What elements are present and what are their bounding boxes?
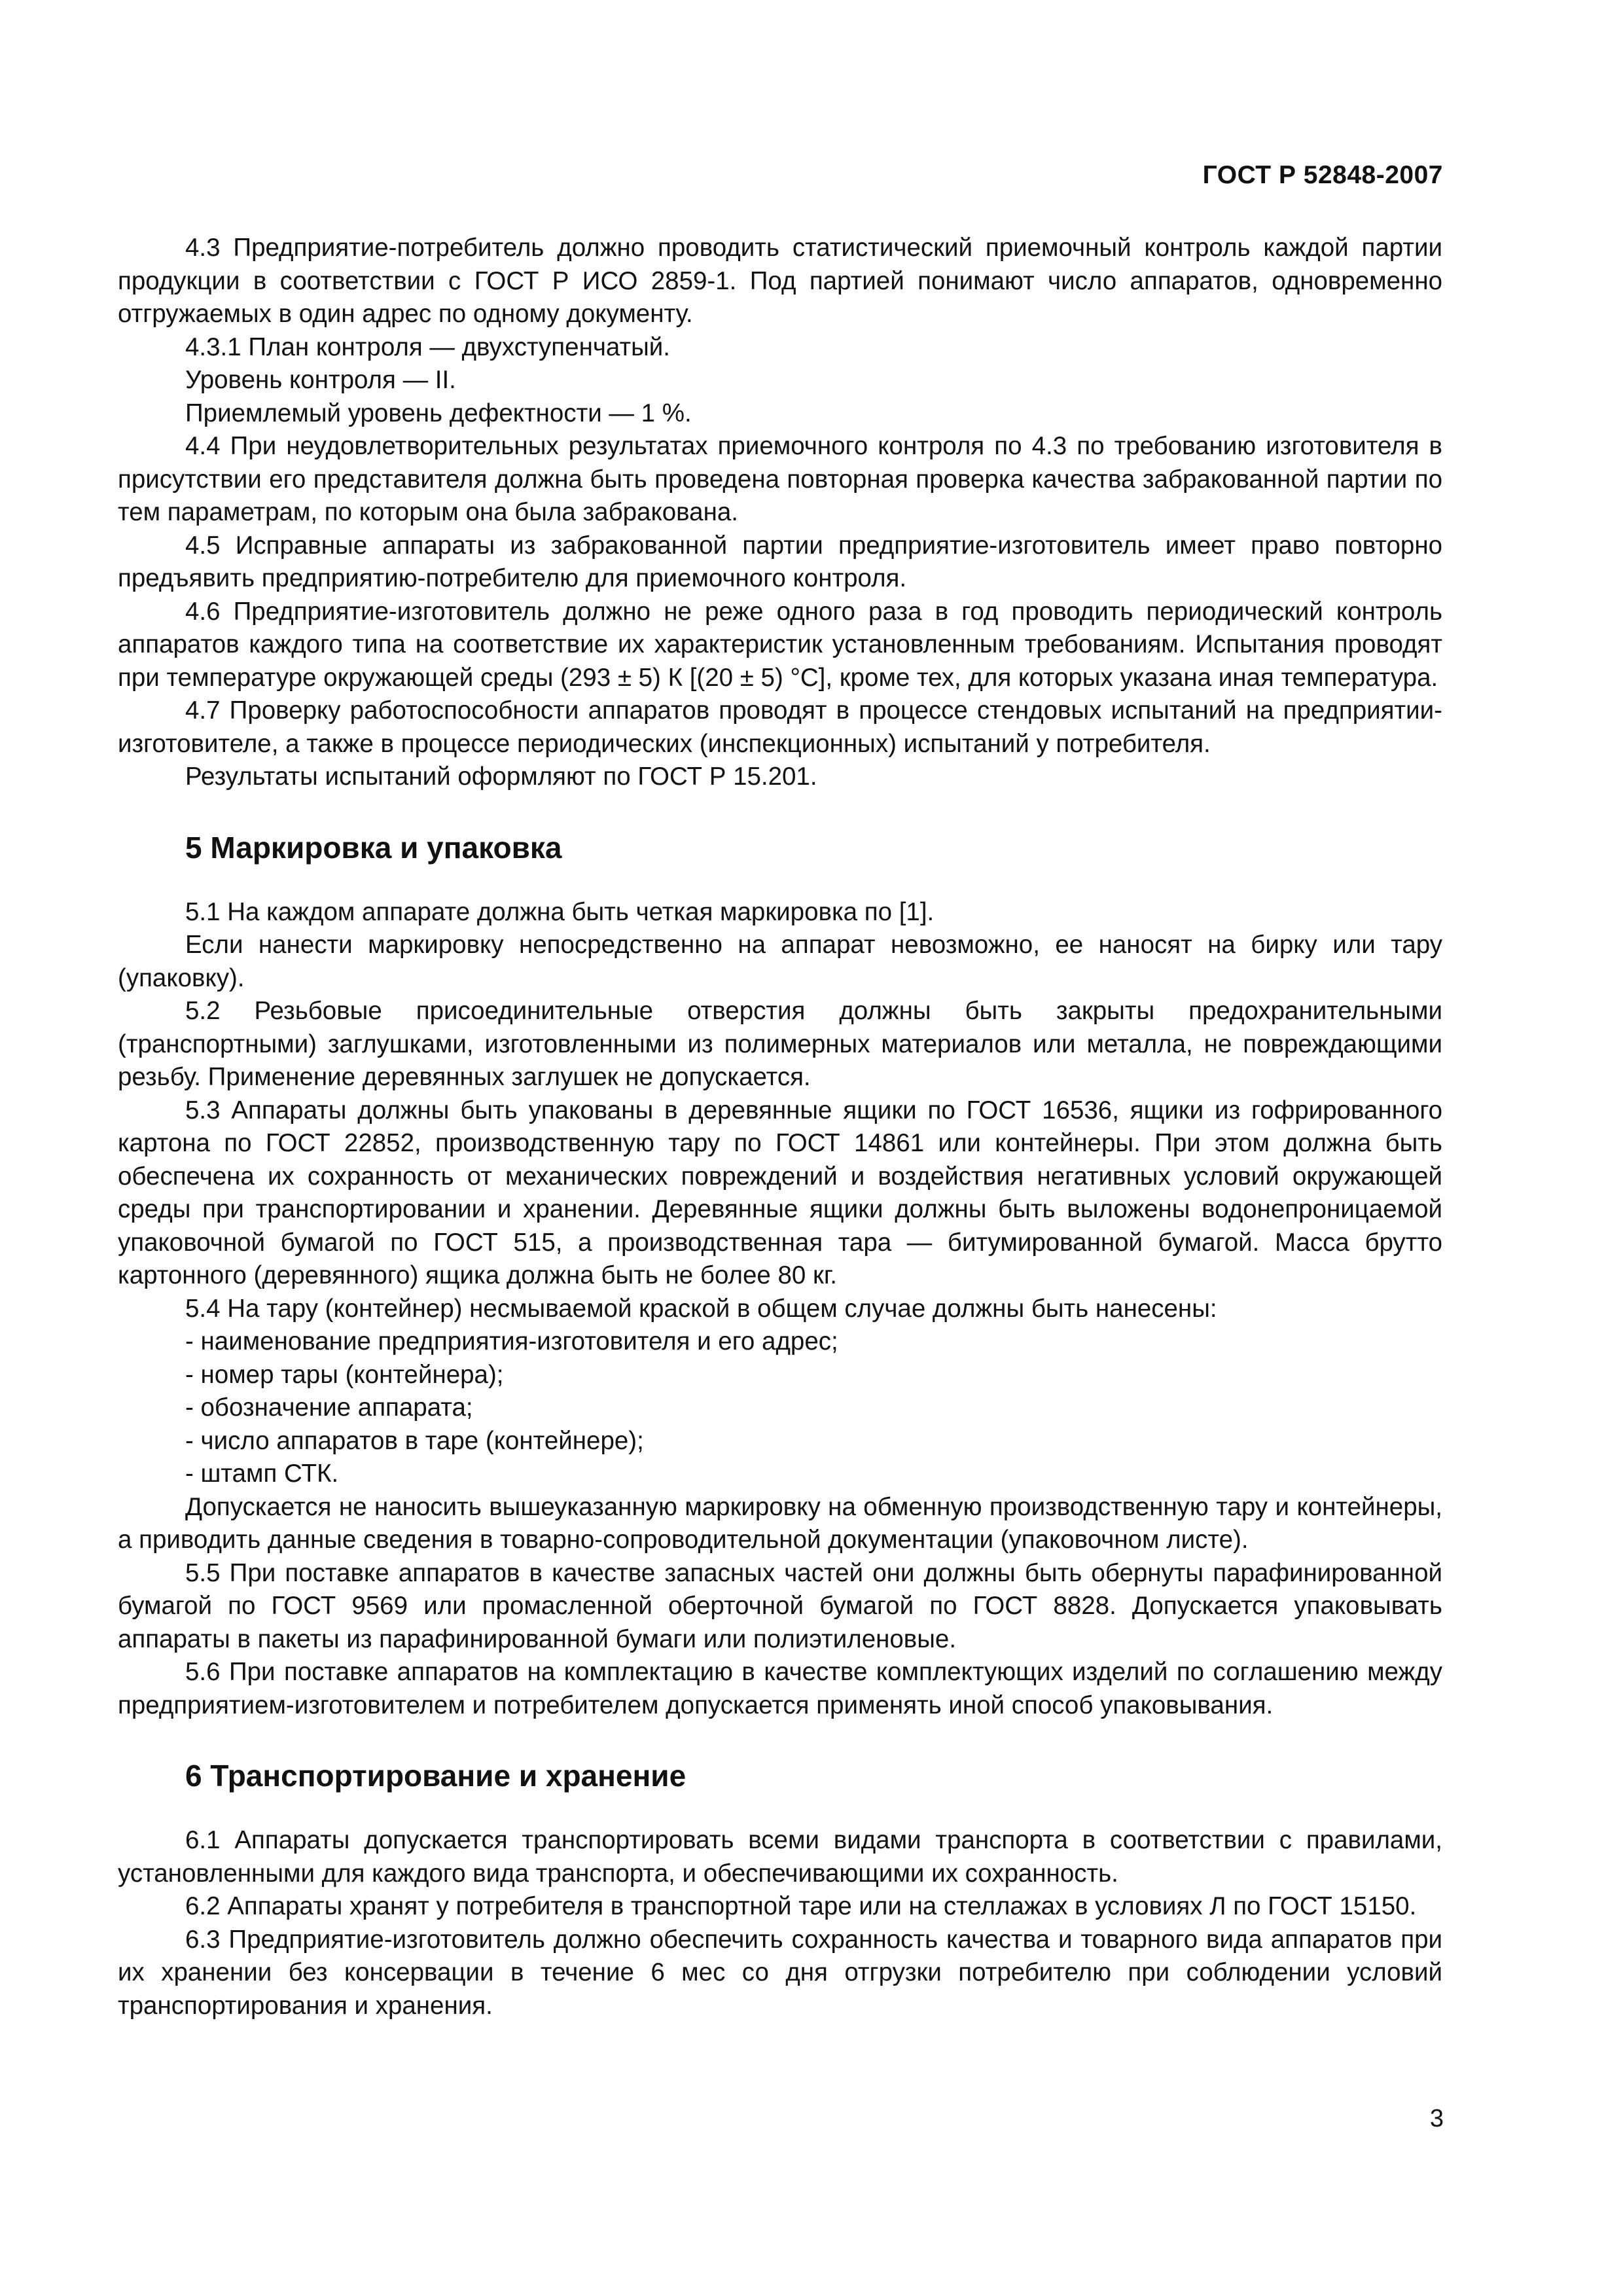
paragraph-control-level: Уровень контроля — II. bbox=[185, 366, 456, 394]
page-number: 3 bbox=[1429, 2105, 1444, 2132]
list-item: - число аппаратов в таре (контейнере); bbox=[185, 1426, 644, 1455]
paragraph-4-7: 4.7 Проверку работоспособности аппаратов проводят в процессе стендовых испытаний на предприятии-изготовителе, а также в процессе периодических (инспекционных) испытаний у потребителя. bbox=[118, 696, 1442, 758]
paragraph-6-3: 6.3 Предприятие-изготовитель должно обеспечить сохранность качества и товарного вида аппаратов при их хранении без консервации в течение 6 мес со дня отгрузки потребителю при соблюдении условий транспортирования и хранения. bbox=[118, 1925, 1442, 2020]
list-item: - наименование предприятия-изготовителя и его адрес; bbox=[185, 1327, 838, 1355]
paragraph-4-3: 4.3 Предприятие-потребитель должно проводить статистический приемочный контроль каждой партии продукции в соответствии с ГОСТ Р ИСО 2859-1. Под партией понимают число аппаратов, одновременно отгружаемых в один адрес по одному документу. bbox=[118, 234, 1442, 328]
paragraph-5-3: 5.3 Аппараты должны быть упакованы в деревянные ящики по ГОСТ 16536, ящики из гофрированного картона по ГОСТ 22852, производственную тару по ГОСТ 14861 или контейнеры. При этом должна быть обеспечена их сохранность от механических повреждений и воздействия негативных условий окружающей среды при транспортировании и хранении. Деревянные ящики должны быть выложены водонепроницаемой упаковочной бумагой по ГОСТ 515, а производственная тара — битумированной бумагой. Масса брутто картонного (деревянного) ящика должна быть не более 80 кг. bbox=[118, 1096, 1442, 1289]
paragraph-5-2: 5.2 Резьбовые присоединительные отверстия должны быть закрыты предохранительными (транспортными) заглушками, изготовленными из полимерных материалов или металла, не повреждающими резьбу. Применение деревянных заглушек не допускается. bbox=[118, 997, 1442, 1091]
paragraph-5-6: 5.6 При поставке аппаратов на комплектацию в качестве комплектующих изделий по соглашению между предприятием-изготовителем и потребителем допускается применять иной способ упаковывания. bbox=[118, 1658, 1442, 1719]
paragraph-5-4-continued: Допускается не наносить вышеуказанную маркировку на обменную производственную тару и контейнеры, а приводить данные сведения в товарно-сопроводительной документации (упаковочном листе). bbox=[118, 1492, 1442, 1554]
paragraph-5-1: 5.1 На каждом аппарате должна быть четкая маркировка по [1]. bbox=[185, 897, 935, 926]
paragraph-4-4: 4.4 При неудовлетворительных результатах приемочного контроля по 4.3 по требованию изготовителя в присутствии его представителя должна быть проведена повторная проверка качества забракованной партии по тем параметрам, по которым она была забракована. bbox=[118, 432, 1442, 526]
list-item: - номер тары (контейнера); bbox=[185, 1360, 504, 1389]
paragraph-5-4: 5.4 На тару (контейнер) несмываемой краской в общем случае должны быть нанесены: bbox=[185, 1294, 1217, 1323]
paragraph-6-1: 6.1 Аппараты допускается транспортировать всеми видами транспорта в соответствии с правилами, установленными для каждого вида транспорта, и обеспечивающими их сохранность. bbox=[118, 1826, 1442, 1888]
document-body bbox=[118, 232, 1442, 2022]
list-item: - обозначение аппарата; bbox=[185, 1393, 473, 1422]
document-code: ГОСТ Р 52848-2007 bbox=[1202, 161, 1443, 189]
section-6-heading: 6 Транспортирование и хранение bbox=[185, 1759, 687, 1793]
list-item: - штамп СТК. bbox=[185, 1460, 339, 1488]
paragraph-5-5: 5.5 При поставке аппаратов в качестве запасных частей они должны быть обернуты парафинированной бумагой по ГОСТ 9569 или промасленной оберточной бумагой по ГОСТ 8828. Допускается упаковывать аппараты в пакеты из парафинированной бумаги или полиэтиленовые. bbox=[118, 1558, 1442, 1653]
paragraph-4-5: 4.5 Исправные аппараты из забракованной партии предприятие-изготовитель имеет право повторно предъявить предприятию-потребителю для приемочного контроля. bbox=[118, 531, 1442, 592]
paragraph-4-3-1: 4.3.1 План контроля — двухступенчатый. bbox=[185, 332, 670, 361]
paragraph-acceptable-defect-level: Приемлемый уровень дефектности — 1 %. bbox=[185, 399, 692, 427]
section-5-heading: 5 Маркировка и упаковка bbox=[185, 830, 562, 865]
paragraph-test-results: Результаты испытаний оформляют по ГОСТ Р 15.201. bbox=[185, 762, 817, 791]
paragraph-4-6: 4.6 Предприятие-изготовитель должно не реже одного раза в год проводить периодический контроль аппаратов каждого типа на соответствие их характеристик установленным требованиям. Испытания проводят при температуре окружающей среды (293 ± 5) К [(20 ± 5) °С], кроме тех, для которых указана иная температура. bbox=[118, 597, 1442, 692]
paragraph-6-2: 6.2 Аппараты хранят у потребителя в транспортной таре или на стеллажах в условиях Л по ГОСТ 15150. bbox=[185, 1892, 1417, 1920]
paragraph-5-1-continued: Если нанести маркировку непосредственно на аппарат невозможно, ее наносят на бирку или тару (упаковку). bbox=[118, 931, 1442, 992]
